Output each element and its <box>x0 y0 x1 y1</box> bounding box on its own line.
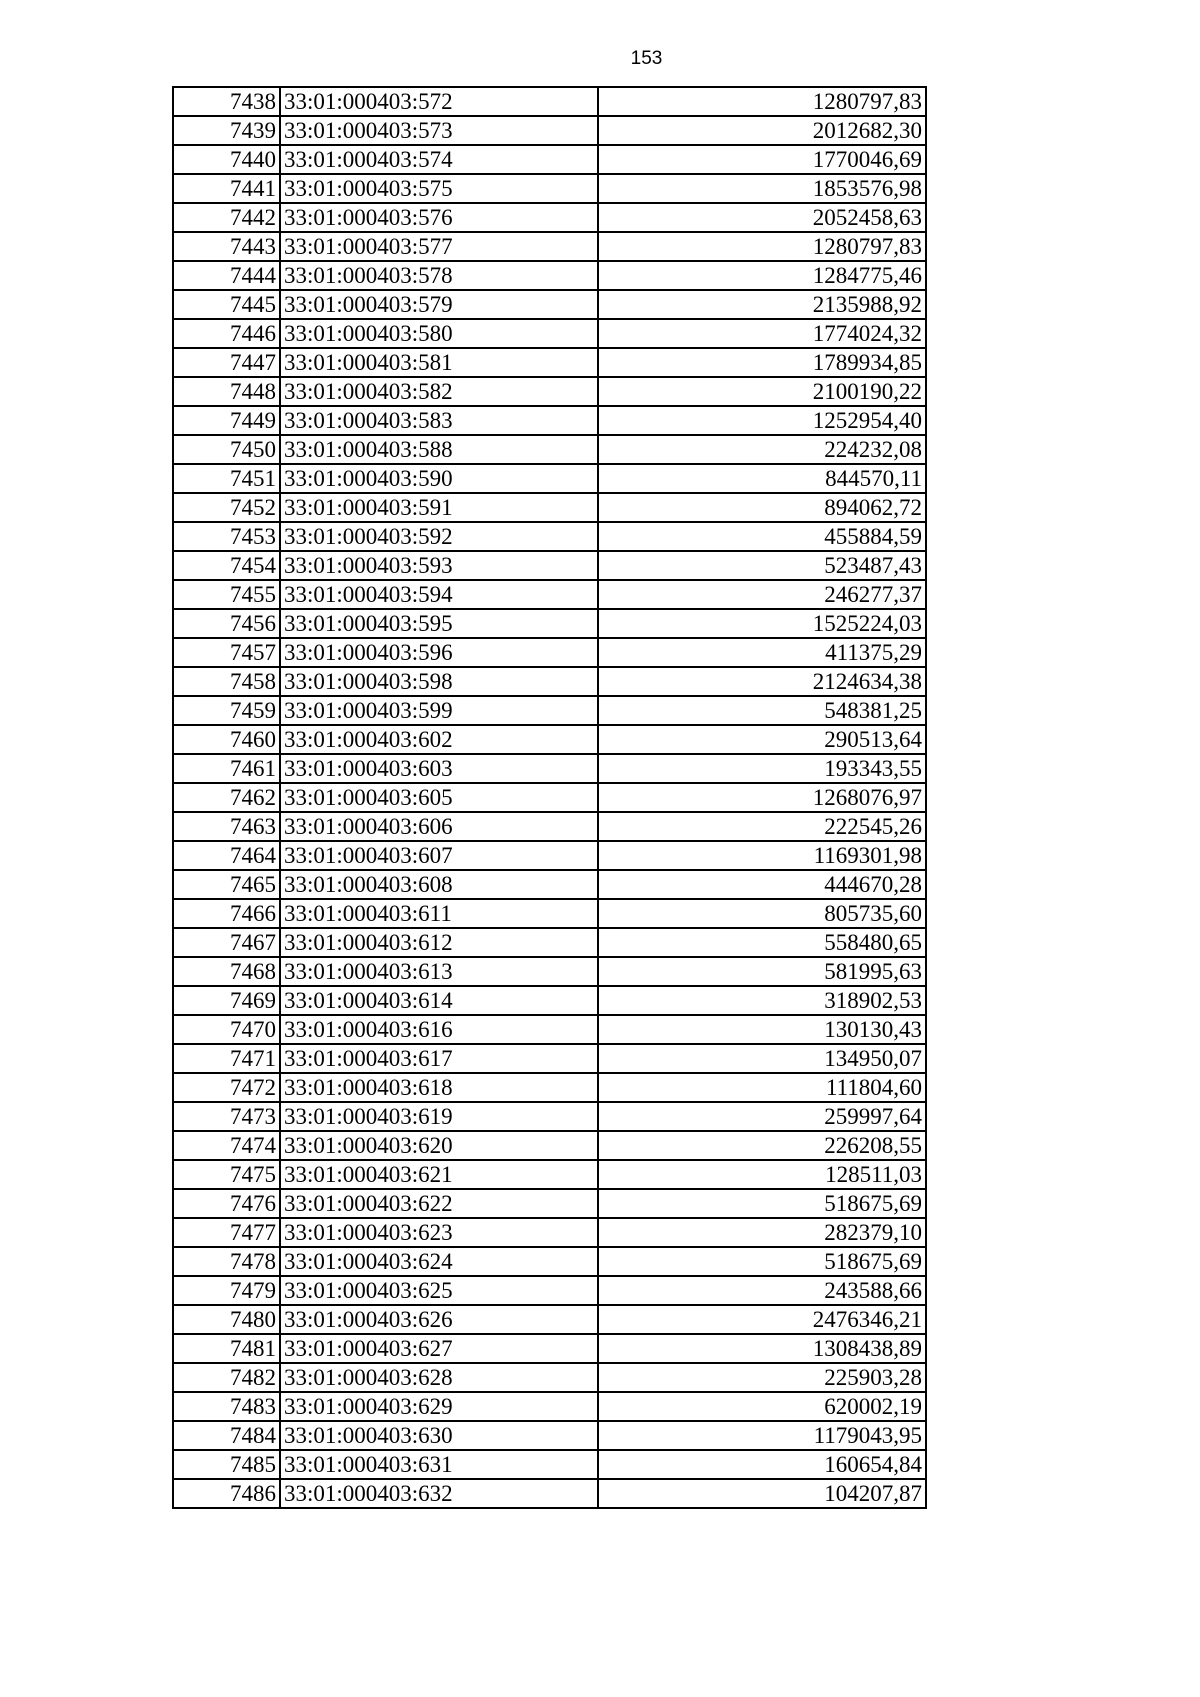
row-number-cell: 7443 <box>173 232 280 261</box>
row-number-cell: 7442 <box>173 203 280 232</box>
cadastral-number-cell: 33:01:000403:598 <box>280 667 598 696</box>
cadastral-value-cell: 411375,29 <box>598 638 926 667</box>
table-row <box>173 928 926 957</box>
cadastral-value-cell: 243588,66 <box>598 1276 926 1305</box>
page-number: 153 <box>630 48 663 69</box>
row-number-cell: 7458 <box>173 667 280 696</box>
cadastral-number-cell: 33:01:000403:602 <box>280 725 598 754</box>
row-number-cell: 7455 <box>173 580 280 609</box>
cadastral-value-cell: 259997,64 <box>598 1102 926 1131</box>
cadastral-number-cell: 33:01:000403:605 <box>280 783 598 812</box>
table-row <box>173 1218 926 1247</box>
table-row <box>173 870 926 899</box>
cadastral-value-cell: 523487,43 <box>598 551 926 580</box>
row-number-cell: 7462 <box>173 783 280 812</box>
table-row <box>173 116 926 145</box>
row-number-cell: 7486 <box>173 1479 280 1508</box>
cadastral-value-cell: 290513,64 <box>598 725 926 754</box>
row-number-cell: 7482 <box>173 1363 280 1392</box>
cadastral-value-cell: 1853576,98 <box>598 174 926 203</box>
row-number-cell: 7481 <box>173 1334 280 1363</box>
cadastral-value-cell: 1252954,40 <box>598 406 926 435</box>
cadastral-number-cell: 33:01:000403:607 <box>280 841 598 870</box>
cadastral-value-cell: 128511,03 <box>598 1160 926 1189</box>
cadastral-number-cell: 33:01:000403:583 <box>280 406 598 435</box>
cadastral-value-cell: 1308438,89 <box>598 1334 926 1363</box>
cadastral-number-cell: 33:01:000403:622 <box>280 1189 598 1218</box>
cadastral-value-cell: 2012682,30 <box>598 116 926 145</box>
table-row <box>173 145 926 174</box>
row-number-cell: 7456 <box>173 609 280 638</box>
table-row <box>173 783 926 812</box>
cadastral-number-cell: 33:01:000403:581 <box>280 348 598 377</box>
table-row <box>173 667 926 696</box>
table-row <box>173 899 926 928</box>
cadastral-number-cell: 33:01:000403:628 <box>280 1363 598 1392</box>
cadastral-number-cell: 33:01:000403:625 <box>280 1276 598 1305</box>
cadastral-value-cell: 805735,60 <box>598 899 926 928</box>
table-body <box>173 87 926 1508</box>
row-number-cell: 7465 <box>173 870 280 899</box>
row-number-cell: 7457 <box>173 638 280 667</box>
cadastral-value-cell: 444670,28 <box>598 870 926 899</box>
cadastral-value-cell: 844570,11 <box>598 464 926 493</box>
row-number-cell: 7450 <box>173 435 280 464</box>
table-row <box>173 754 926 783</box>
row-number-cell: 7470 <box>173 1015 280 1044</box>
table-row <box>173 638 926 667</box>
cadastral-value-cell: 193343,55 <box>598 754 926 783</box>
cadastral-number-cell: 33:01:000403:572 <box>280 87 598 116</box>
cadastral-number-cell: 33:01:000403:593 <box>280 551 598 580</box>
row-number-cell: 7439 <box>173 116 280 145</box>
row-number-cell: 7452 <box>173 493 280 522</box>
cadastral-number-cell: 33:01:000403:624 <box>280 1247 598 1276</box>
table-row <box>173 319 926 348</box>
cadastral-number-cell: 33:01:000403:575 <box>280 174 598 203</box>
cadastral-value-cell: 2052458,63 <box>598 203 926 232</box>
cadastral-number-cell: 33:01:000403:614 <box>280 986 598 1015</box>
table-row <box>173 1015 926 1044</box>
cadastral-value-cell: 1268076,97 <box>598 783 926 812</box>
table-row <box>173 1160 926 1189</box>
row-number-cell: 7445 <box>173 290 280 319</box>
row-number-cell: 7460 <box>173 725 280 754</box>
table-row <box>173 203 926 232</box>
row-number-cell: 7471 <box>173 1044 280 1073</box>
cadastral-value-cell: 620002,19 <box>598 1392 926 1421</box>
table-row <box>173 609 926 638</box>
cadastral-value-cell: 282379,10 <box>598 1218 926 1247</box>
table-row <box>173 1189 926 1218</box>
cadastral-value-table <box>172 86 927 1509</box>
cadastral-number-cell: 33:01:000403:588 <box>280 435 598 464</box>
cadastral-value-cell: 225903,28 <box>598 1363 926 1392</box>
table-row <box>173 1450 926 1479</box>
table-row <box>173 725 926 754</box>
table-row <box>173 174 926 203</box>
row-number-cell: 7473 <box>173 1102 280 1131</box>
cadastral-value-cell: 2135988,92 <box>598 290 926 319</box>
cadastral-value-cell: 2476346,21 <box>598 1305 926 1334</box>
table-row <box>173 551 926 580</box>
cadastral-value-cell: 222545,26 <box>598 812 926 841</box>
row-number-cell: 7459 <box>173 696 280 725</box>
row-number-cell: 7472 <box>173 1073 280 1102</box>
table-row <box>173 87 926 116</box>
cadastral-number-cell: 33:01:000403:621 <box>280 1160 598 1189</box>
row-number-cell: 7474 <box>173 1131 280 1160</box>
table-row <box>173 1421 926 1450</box>
row-number-cell: 7448 <box>173 377 280 406</box>
table-row <box>173 1131 926 1160</box>
cadastral-value-cell: 1280797,83 <box>598 87 926 116</box>
cadastral-number-cell: 33:01:000403:594 <box>280 580 598 609</box>
cadastral-number-cell: 33:01:000403:576 <box>280 203 598 232</box>
table-row <box>173 1247 926 1276</box>
cadastral-value-cell: 130130,43 <box>598 1015 926 1044</box>
row-number-cell: 7466 <box>173 899 280 928</box>
cadastral-number-cell: 33:01:000403:603 <box>280 754 598 783</box>
cadastral-value-cell: 2124634,38 <box>598 667 926 696</box>
cadastral-number-cell: 33:01:000403:578 <box>280 261 598 290</box>
cadastral-number-cell: 33:01:000403:591 <box>280 493 598 522</box>
table-row <box>173 232 926 261</box>
cadastral-value-cell: 318902,53 <box>598 986 926 1015</box>
cadastral-value-cell: 2100190,22 <box>598 377 926 406</box>
row-number-cell: 7483 <box>173 1392 280 1421</box>
cadastral-number-cell: 33:01:000403:626 <box>280 1305 598 1334</box>
cadastral-value-cell: 518675,69 <box>598 1247 926 1276</box>
cadastral-value-cell: 1280797,83 <box>598 232 926 261</box>
row-number-cell: 7476 <box>173 1189 280 1218</box>
table-row <box>173 377 926 406</box>
table-row <box>173 696 926 725</box>
cadastral-number-cell: 33:01:000403:582 <box>280 377 598 406</box>
row-number-cell: 7468 <box>173 957 280 986</box>
row-number-cell: 7444 <box>173 261 280 290</box>
cadastral-number-cell: 33:01:000403:627 <box>280 1334 598 1363</box>
table-row <box>173 1392 926 1421</box>
table-row <box>173 1305 926 1334</box>
cadastral-number-cell: 33:01:000403:620 <box>280 1131 598 1160</box>
cadastral-value-cell: 894062,72 <box>598 493 926 522</box>
cadastral-number-cell: 33:01:000403:608 <box>280 870 598 899</box>
cadastral-value-cell: 1525224,03 <box>598 609 926 638</box>
cadastral-value-cell: 1789934,85 <box>598 348 926 377</box>
row-number-cell: 7469 <box>173 986 280 1015</box>
cadastral-value-cell: 160654,84 <box>598 1450 926 1479</box>
row-number-cell: 7467 <box>173 928 280 957</box>
table-row <box>173 435 926 464</box>
row-number-cell: 7480 <box>173 1305 280 1334</box>
cadastral-number-cell: 33:01:000403:612 <box>280 928 598 957</box>
cadastral-number-cell: 33:01:000403:574 <box>280 145 598 174</box>
cadastral-number-cell: 33:01:000403:631 <box>280 1450 598 1479</box>
cadastral-value-cell: 104207,87 <box>598 1479 926 1508</box>
cadastral-number-cell: 33:01:000403:592 <box>280 522 598 551</box>
row-number-cell: 7441 <box>173 174 280 203</box>
row-number-cell: 7479 <box>173 1276 280 1305</box>
cadastral-number-cell: 33:01:000403:619 <box>280 1102 598 1131</box>
table-row <box>173 464 926 493</box>
cadastral-number-cell: 33:01:000403:573 <box>280 116 598 145</box>
table-row <box>173 1044 926 1073</box>
cadastral-value-cell: 581995,63 <box>598 957 926 986</box>
row-number-cell: 7485 <box>173 1450 280 1479</box>
row-number-cell: 7447 <box>173 348 280 377</box>
cadastral-value-cell: 224232,08 <box>598 435 926 464</box>
cadastral-number-cell: 33:01:000403:618 <box>280 1073 598 1102</box>
table-row <box>173 1363 926 1392</box>
row-number-cell: 7484 <box>173 1421 280 1450</box>
cadastral-number-cell: 33:01:000403:617 <box>280 1044 598 1073</box>
row-number-cell: 7461 <box>173 754 280 783</box>
cadastral-number-cell: 33:01:000403:611 <box>280 899 598 928</box>
cadastral-value-cell: 1770046,69 <box>598 145 926 174</box>
table-row <box>173 406 926 435</box>
table-row <box>173 957 926 986</box>
row-number-cell: 7463 <box>173 812 280 841</box>
table-row <box>173 1276 926 1305</box>
row-number-cell: 7477 <box>173 1218 280 1247</box>
table-row <box>173 841 926 870</box>
cadastral-value-cell: 226208,55 <box>598 1131 926 1160</box>
cadastral-number-cell: 33:01:000403:580 <box>280 319 598 348</box>
cadastral-value-cell: 518675,69 <box>598 1189 926 1218</box>
table-row <box>173 1334 926 1363</box>
cadastral-value-cell: 111804,60 <box>598 1073 926 1102</box>
cadastral-value-cell: 134950,07 <box>598 1044 926 1073</box>
cadastral-number-cell: 33:01:000403:579 <box>280 290 598 319</box>
table-row <box>173 1102 926 1131</box>
row-number-cell: 7451 <box>173 464 280 493</box>
cadastral-value-cell: 1284775,46 <box>598 261 926 290</box>
row-number-cell: 7446 <box>173 319 280 348</box>
row-number-cell: 7438 <box>173 87 280 116</box>
table-row <box>173 1479 926 1508</box>
row-number-cell: 7478 <box>173 1247 280 1276</box>
cadastral-number-cell: 33:01:000403:577 <box>280 232 598 261</box>
cadastral-number-cell: 33:01:000403:632 <box>280 1479 598 1508</box>
cadastral-value-cell: 1774024,32 <box>598 319 926 348</box>
cadastral-value-cell: 548381,25 <box>598 696 926 725</box>
cadastral-number-cell: 33:01:000403:616 <box>280 1015 598 1044</box>
cadastral-value-cell: 455884,59 <box>598 522 926 551</box>
table-row <box>173 1073 926 1102</box>
cadastral-number-cell: 33:01:000403:595 <box>280 609 598 638</box>
table-row <box>173 812 926 841</box>
row-number-cell: 7454 <box>173 551 280 580</box>
table-row <box>173 986 926 1015</box>
table-row <box>173 580 926 609</box>
row-number-cell: 7475 <box>173 1160 280 1189</box>
table-row <box>173 261 926 290</box>
cadastral-value-cell: 246277,37 <box>598 580 926 609</box>
cadastral-value-cell: 558480,65 <box>598 928 926 957</box>
row-number-cell: 7453 <box>173 522 280 551</box>
cadastral-number-cell: 33:01:000403:629 <box>280 1392 598 1421</box>
row-number-cell: 7449 <box>173 406 280 435</box>
table-row <box>173 493 926 522</box>
cadastral-number-cell: 33:01:000403:599 <box>280 696 598 725</box>
cadastral-number-cell: 33:01:000403:606 <box>280 812 598 841</box>
cadastral-value-cell: 1179043,95 <box>598 1421 926 1450</box>
cadastral-number-cell: 33:01:000403:630 <box>280 1421 598 1450</box>
cadastral-number-cell: 33:01:000403:623 <box>280 1218 598 1247</box>
table-row <box>173 348 926 377</box>
row-number-cell: 7440 <box>173 145 280 174</box>
cadastral-value-cell: 1169301,98 <box>598 841 926 870</box>
cadastral-number-cell: 33:01:000403:590 <box>280 464 598 493</box>
table-row <box>173 290 926 319</box>
cadastral-number-cell: 33:01:000403:613 <box>280 957 598 986</box>
cadastral-number-cell: 33:01:000403:596 <box>280 638 598 667</box>
row-number-cell: 7464 <box>173 841 280 870</box>
table-row <box>173 522 926 551</box>
